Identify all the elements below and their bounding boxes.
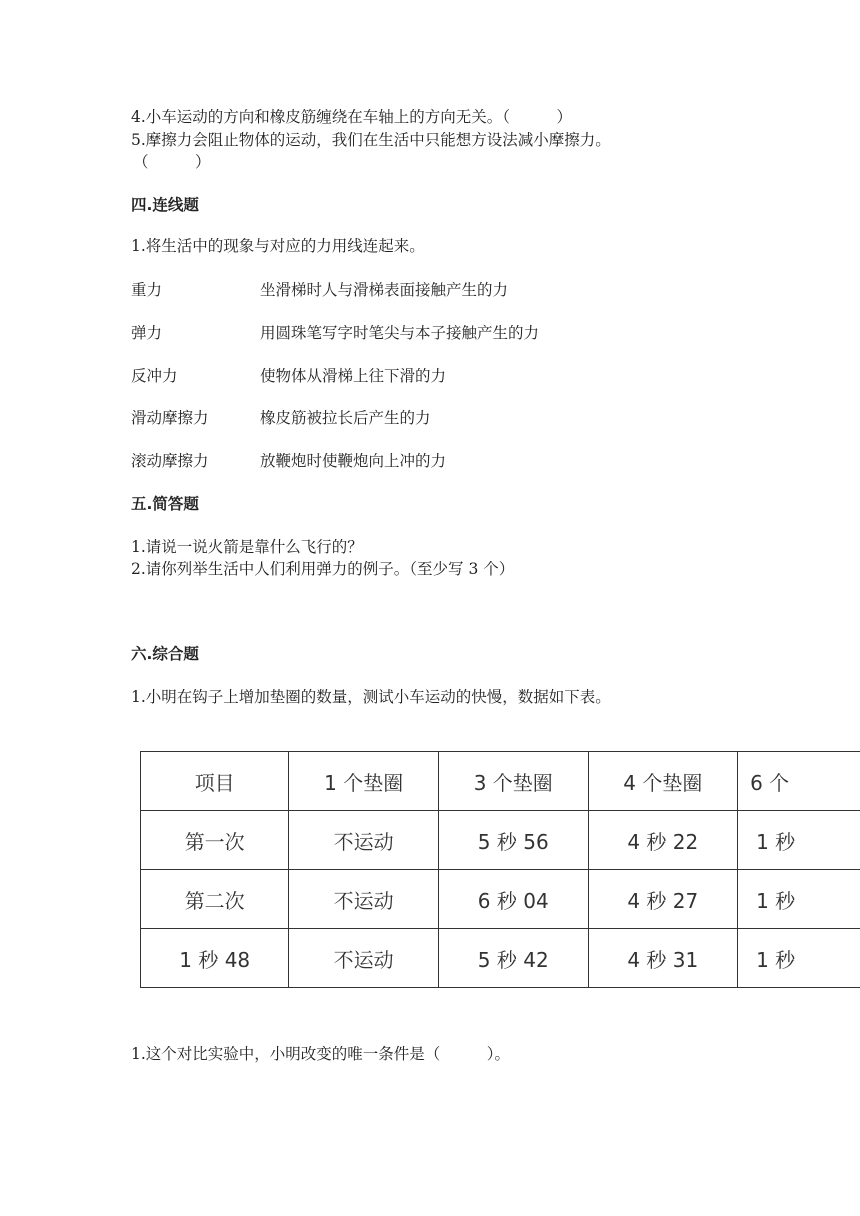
table-cell: 4 秒 31 xyxy=(588,929,738,988)
table-cell: 1 秒 xyxy=(738,870,860,929)
section-6-heading: 六.综合题 xyxy=(131,645,199,663)
matching-left-item: 滚动摩擦力 xyxy=(131,452,209,470)
table-cell: 不运动 xyxy=(289,811,439,870)
section-5-question: 1.请说一说火箭是靠什么飞行的？ xyxy=(131,538,363,556)
matching-left-item: 滑动摩擦力 xyxy=(131,409,209,427)
section-5-question: 2.请你列举生活中人们利用弹力的例子。（至少写 3 个） xyxy=(131,560,515,578)
section-6-followup: 1.这个对比实验中，小明改变的唯一条件是（ ）。 xyxy=(131,1045,511,1063)
table-cell: 4 秒 22 xyxy=(588,811,738,870)
matching-left-item: 重力 xyxy=(131,281,163,299)
table-header-cell: 项目 xyxy=(141,752,289,811)
table-row xyxy=(141,811,860,870)
matching-right-item: 放鞭炮时使鞭炮向上冲的力 xyxy=(260,452,447,470)
table-header-cell: 6 个 xyxy=(738,752,860,811)
table-cell: 1 秒 48 xyxy=(141,929,289,988)
table-cell: 1 秒 xyxy=(738,929,860,988)
table-cell: 第一次 xyxy=(141,811,289,870)
section-5-heading: 五.简答题 xyxy=(131,495,199,513)
table-cell: 4 秒 27 xyxy=(588,870,738,929)
section-4-heading: 四.连线题 xyxy=(131,196,199,214)
table-cell: 6 秒 04 xyxy=(438,870,588,929)
table-row xyxy=(141,870,860,929)
table-header-cell: 3 个垫圈 xyxy=(438,752,588,811)
table-cell: 5 秒 42 xyxy=(438,929,588,988)
table-header-cell: 1 个垫圈 xyxy=(289,752,439,811)
tf-item-5: 5.摩擦力会阻止物体的运动，我们在生活中只能想方设法减小摩擦力。 xyxy=(131,131,611,149)
matching-right-item: 用圆珠笔写字时笔尖与本子接触产生的力 xyxy=(260,324,540,342)
table-header-row xyxy=(141,752,860,811)
section-4-question: 1.将生活中的现象与对应的力用线连起来。 xyxy=(131,237,425,255)
matching-right-item: 坐滑梯时人与滑梯表面接触产生的力 xyxy=(260,281,509,299)
section-6-intro: 1.小明在钩子上增加垫圈的数量，测试小车运动的快慢，数据如下表。 xyxy=(131,688,611,706)
matching-left-item: 反冲力 xyxy=(131,367,178,385)
matching-right-item: 橡皮筋被拉长后产生的力 xyxy=(260,409,431,427)
table-header-cell: 4 个垫圈 xyxy=(588,752,738,811)
data-table xyxy=(140,751,860,988)
table-cell: 不运动 xyxy=(289,929,439,988)
table-cell: 不运动 xyxy=(289,870,439,929)
table-cell: 第二次 xyxy=(141,870,289,929)
matching-left-item: 弹力 xyxy=(131,324,163,342)
tf-item-4: 4.小车运动的方向和橡皮筋缠绕在车轴上的方向无关。（ ） xyxy=(131,108,573,126)
tf-item-5-blank: （ ） xyxy=(133,153,211,171)
table-cell: 5 秒 56 xyxy=(438,811,588,870)
table-row xyxy=(141,929,860,988)
matching-right-item: 使物体从滑梯上往下滑的力 xyxy=(260,367,447,385)
table-cell: 1 秒 xyxy=(738,811,860,870)
